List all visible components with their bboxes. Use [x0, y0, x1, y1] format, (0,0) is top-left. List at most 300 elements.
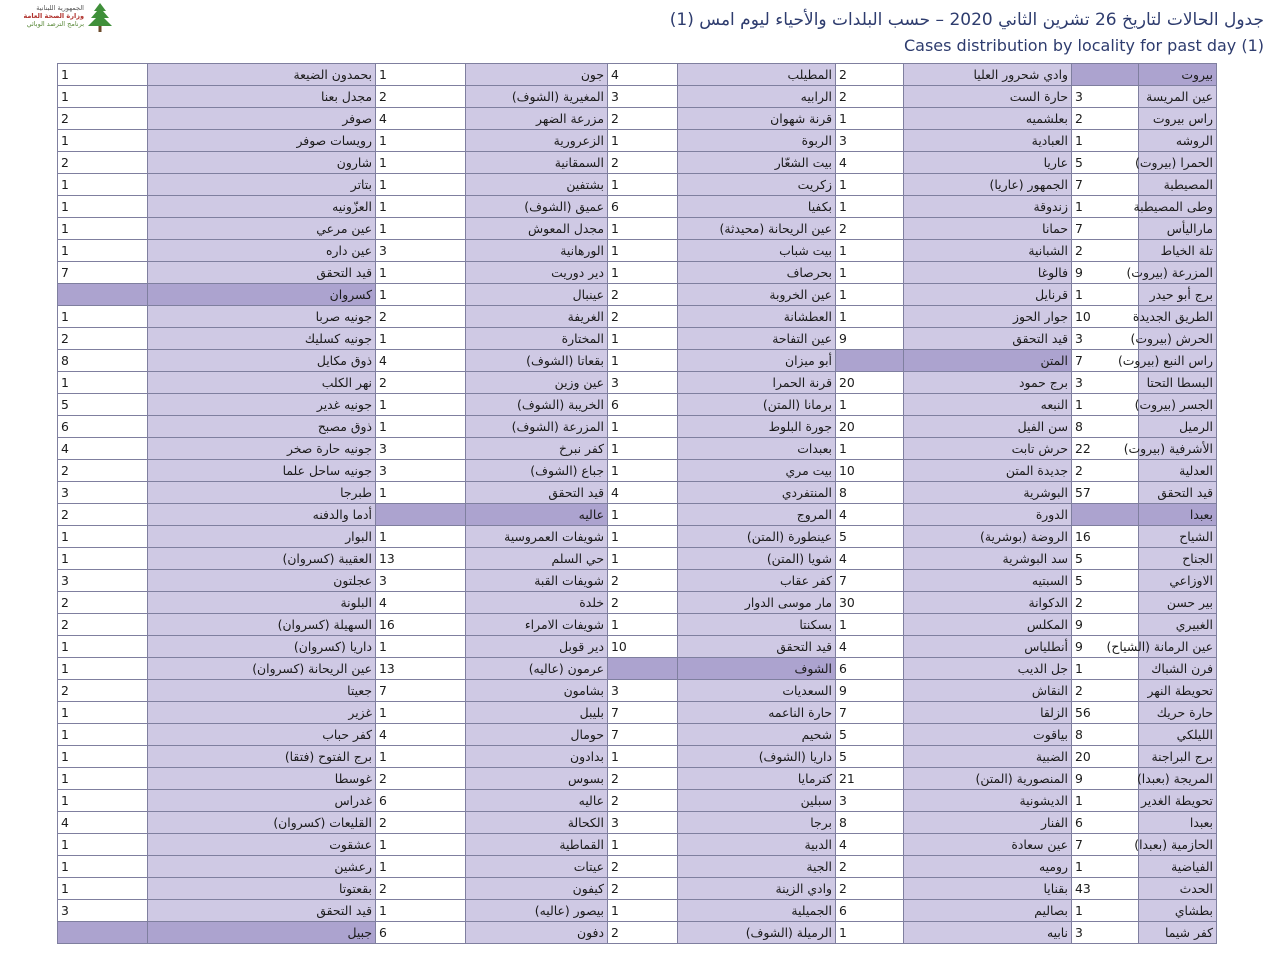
case-count: 2	[608, 570, 678, 592]
case-count: 1	[1072, 900, 1139, 922]
locality-name: حي السلم	[466, 548, 608, 570]
table-row	[58, 438, 1217, 460]
case-count: 1	[58, 746, 148, 768]
table-row	[58, 218, 1217, 240]
locality-name: قيد التحقق	[1139, 482, 1217, 504]
case-count: 1	[1072, 394, 1139, 416]
table-row	[58, 834, 1217, 856]
locality-name: الشياح	[1139, 526, 1217, 548]
locality-name: قرنة الحمرا	[678, 372, 836, 394]
case-count: 1	[1072, 658, 1139, 680]
locality-name: دير قوبل	[466, 636, 608, 658]
locality-name: روميه	[904, 856, 1072, 878]
locality-name: المروج	[678, 504, 836, 526]
case-count: 5	[1072, 548, 1139, 570]
locality-name: زندوقة	[904, 196, 1072, 218]
case-count: 1	[376, 482, 466, 504]
locality-name: الحدث	[1139, 878, 1217, 900]
case-count: 3	[58, 482, 148, 504]
case-count: 1	[376, 636, 466, 658]
cedar-tree-icon	[86, 2, 114, 34]
logo-line-1: الجمهورية اللبنانية	[36, 4, 84, 12]
locality-name: دير دوريت	[466, 262, 608, 284]
locality-name: تلة الخياط	[1139, 240, 1217, 262]
case-count: 2	[58, 680, 148, 702]
locality-name: الطريق الجديدة	[1139, 306, 1217, 328]
case-count: 6	[58, 416, 148, 438]
table-row	[58, 636, 1217, 658]
locality-name: جورة البلوط	[678, 416, 836, 438]
case-count: 7	[608, 702, 678, 724]
case-count: 9	[1072, 614, 1139, 636]
locality-name: الشبانية	[904, 240, 1072, 262]
case-count: 4	[58, 438, 148, 460]
locality-name: كفر عقاب	[678, 570, 836, 592]
locality-name: الجميلية	[678, 900, 836, 922]
locality-name: النبعه	[904, 394, 1072, 416]
locality-name: صوفر	[148, 108, 376, 130]
locality-name: النقاش	[904, 680, 1072, 702]
region-header-blank	[608, 658, 678, 680]
case-count: 2	[608, 790, 678, 812]
table-row	[58, 592, 1217, 614]
locality-name: بشتفين	[466, 174, 608, 196]
locality-name: بعبدا	[1139, 812, 1217, 834]
case-count: 2	[376, 878, 466, 900]
locality-name: جونيه حارة صخر	[148, 438, 376, 460]
case-count: 1	[58, 240, 148, 262]
case-count: 6	[608, 196, 678, 218]
locality-name: عاليه	[466, 790, 608, 812]
case-count: 1	[58, 306, 148, 328]
case-count: 1	[58, 64, 148, 86]
locality-name: الجية	[678, 856, 836, 878]
case-count: 16	[376, 614, 466, 636]
locality-name: الضبية	[904, 746, 1072, 768]
case-count: 7	[1072, 218, 1139, 240]
case-count: 3	[1072, 372, 1139, 394]
page-title-arabic: جدول الحالات لتاريخ 26 تشرين الثاني 2020 – حسب البلدات والأحياء ليوم امس (1)	[669, 10, 1264, 30]
case-count: 4	[376, 108, 466, 130]
locality-name: برج الفتوح (فتقا)	[148, 746, 376, 768]
locality-name: بعلشميه	[904, 108, 1072, 130]
locality-name: حرش تابت	[904, 438, 1072, 460]
locality-name: شويفات الامراء	[466, 614, 608, 636]
locality-name: حارة الناعمه	[678, 702, 836, 724]
case-count: 9	[836, 328, 904, 350]
locality-name: العبادية	[904, 130, 1072, 152]
locality-name: بير حسن	[1139, 592, 1217, 614]
case-count: 30	[836, 592, 904, 614]
case-count: 1	[58, 658, 148, 680]
locality-name: نهر الكلب	[148, 372, 376, 394]
case-count: 56	[1072, 702, 1139, 724]
table-row	[58, 526, 1217, 548]
locality-name: الربوة	[678, 130, 836, 152]
locality-name: بقنايا	[904, 878, 1072, 900]
locality-name: حارة الست	[904, 86, 1072, 108]
locality-name: المزرعة (الشوف)	[466, 416, 608, 438]
locality-name: جديدة المتن	[904, 460, 1072, 482]
case-count: 2	[608, 592, 678, 614]
case-count: 43	[1072, 878, 1139, 900]
case-count: 2	[836, 856, 904, 878]
locality-name: طبرجا	[148, 482, 376, 504]
table-row	[58, 482, 1217, 504]
locality-name: عين الريحانة (كسروان)	[148, 658, 376, 680]
case-count: 1	[608, 900, 678, 922]
case-count: 3	[376, 240, 466, 262]
case-count: 1	[608, 130, 678, 152]
case-count: 2	[1072, 680, 1139, 702]
table-row	[58, 372, 1217, 394]
locality-name: الورهانية	[466, 240, 608, 262]
locality-name: المكلس	[904, 614, 1072, 636]
locality-name: بكفيا	[678, 196, 836, 218]
case-count: 57	[1072, 482, 1139, 504]
locality-name: ماراليأس	[1139, 218, 1217, 240]
locality-name: سبلين	[678, 790, 836, 812]
table-row	[58, 878, 1217, 900]
locality-name: الاوزاعي	[1139, 570, 1217, 592]
locality-name: الكحالة	[466, 812, 608, 834]
locality-name: البوشرية	[904, 482, 1072, 504]
case-count: 7	[608, 724, 678, 746]
locality-name: الدبية	[678, 834, 836, 856]
case-count: 1	[58, 372, 148, 394]
locality-name: المنتفردي	[678, 482, 836, 504]
case-count: 3	[836, 790, 904, 812]
locality-name: خلدة	[466, 592, 608, 614]
locality-name: الزلقا	[904, 702, 1072, 724]
case-count: 2	[608, 108, 678, 130]
case-count: 7	[1072, 174, 1139, 196]
case-count: 1	[376, 328, 466, 350]
case-count: 7	[1072, 834, 1139, 856]
locality-name: فرن الشباك	[1139, 658, 1217, 680]
case-count: 1	[58, 636, 148, 658]
region-header-blank	[376, 504, 466, 526]
locality-name: مار موسى الدوار	[678, 592, 836, 614]
locality-name: حمانا	[904, 218, 1072, 240]
region-header: كسروان	[148, 284, 376, 306]
case-count: 9	[836, 680, 904, 702]
case-count: 10	[836, 460, 904, 482]
locality-name: عشقوت	[148, 834, 376, 856]
case-count: 3	[58, 570, 148, 592]
case-count: 1	[836, 438, 904, 460]
case-count: 1	[58, 218, 148, 240]
case-count: 1	[58, 526, 148, 548]
locality-name: راس بيروت	[1139, 108, 1217, 130]
locality-name: عرمون (عاليه)	[466, 658, 608, 680]
locality-name: زكريت	[678, 174, 836, 196]
case-count: 5	[58, 394, 148, 416]
locality-name: بسكنتا	[678, 614, 836, 636]
locality-name: الفياضية	[1139, 856, 1217, 878]
table-row	[58, 152, 1217, 174]
locality-name: بسوس	[466, 768, 608, 790]
case-count: 8	[1072, 724, 1139, 746]
locality-name: قيد التحقق	[904, 328, 1072, 350]
locality-name: الغريفة	[466, 306, 608, 328]
case-count: 7	[376, 680, 466, 702]
case-count: 3	[376, 460, 466, 482]
region-header: جبيل	[148, 922, 376, 944]
table-row	[58, 416, 1217, 438]
region-header: بيروت	[1139, 64, 1217, 86]
table-row	[58, 460, 1217, 482]
table-row	[58, 768, 1217, 790]
case-count: 4	[376, 592, 466, 614]
table-row	[58, 350, 1217, 372]
case-count: 1	[376, 416, 466, 438]
locality-name: شويا (المتن)	[678, 548, 836, 570]
locality-name: قيد التحقق	[466, 482, 608, 504]
region-header-blank	[1072, 504, 1139, 526]
case-count: 4	[836, 548, 904, 570]
locality-name: سد البوشرية	[904, 548, 1072, 570]
case-count: 1	[836, 394, 904, 416]
cases-table	[57, 63, 1217, 944]
case-count: 2	[608, 152, 678, 174]
locality-name: رويسات صوفر	[148, 130, 376, 152]
case-count: 9	[1072, 768, 1139, 790]
case-count: 5	[1072, 570, 1139, 592]
locality-name: المغيرية (الشوف)	[466, 86, 608, 108]
locality-name: المختارة	[466, 328, 608, 350]
locality-name: غوسطا	[148, 768, 376, 790]
case-count: 2	[608, 856, 678, 878]
locality-name: عجلتون	[148, 570, 376, 592]
locality-name: بحرصاف	[678, 262, 836, 284]
case-count: 10	[608, 636, 678, 658]
case-count: 13	[376, 658, 466, 680]
region-header: بعبدا	[1139, 504, 1217, 526]
locality-name: حارة حريك	[1139, 702, 1217, 724]
case-count: 1	[376, 900, 466, 922]
case-count: 3	[836, 130, 904, 152]
table-row	[58, 658, 1217, 680]
locality-name: داريا (كسروان)	[148, 636, 376, 658]
case-count: 2	[1072, 592, 1139, 614]
case-count: 2	[608, 768, 678, 790]
locality-name: الأشرفية (بيروت)	[1139, 438, 1217, 460]
locality-name: عيتات	[466, 856, 608, 878]
locality-name: الجناح	[1139, 548, 1217, 570]
case-count: 1	[836, 614, 904, 636]
case-count: 2	[376, 768, 466, 790]
case-count: 1	[836, 262, 904, 284]
case-count: 22	[1072, 438, 1139, 460]
case-count: 1	[1072, 196, 1139, 218]
case-count: 4	[836, 504, 904, 526]
case-count: 1	[376, 196, 466, 218]
case-count: 1	[58, 196, 148, 218]
case-count: 1	[376, 746, 466, 768]
case-count: 1	[58, 768, 148, 790]
locality-name: كفر حباب	[148, 724, 376, 746]
case-count: 2	[836, 218, 904, 240]
case-count: 1	[58, 702, 148, 724]
locality-name: داريا (الشوف)	[678, 746, 836, 768]
locality-name: العزّونيه	[148, 196, 376, 218]
case-count: 1	[608, 174, 678, 196]
table-row	[58, 548, 1217, 570]
locality-name: بقعاتا (الشوف)	[466, 350, 608, 372]
locality-name: شويفات القبة	[466, 570, 608, 592]
table-row	[58, 746, 1217, 768]
locality-name: حومال	[466, 724, 608, 746]
case-count: 1	[836, 284, 904, 306]
table-row	[58, 900, 1217, 922]
case-count: 5	[836, 724, 904, 746]
locality-name: شويفات العمروسية	[466, 526, 608, 548]
case-count: 8	[836, 482, 904, 504]
case-count: 2	[836, 64, 904, 86]
case-count: 2	[58, 328, 148, 350]
locality-name: عينبال	[466, 284, 608, 306]
case-count: 1	[376, 152, 466, 174]
case-count: 9	[1072, 636, 1139, 658]
region-header-blank	[1072, 64, 1139, 86]
locality-name: قرنة شهوان	[678, 108, 836, 130]
locality-name: البوار	[148, 526, 376, 548]
case-count: 4	[836, 152, 904, 174]
case-count: 2	[376, 812, 466, 834]
case-count: 2	[608, 306, 678, 328]
locality-name: كفر شيما	[1139, 922, 1217, 944]
locality-name: بيت مري	[678, 460, 836, 482]
logo-line-2: وزارة الصحة العامة	[23, 12, 84, 20]
case-count: 1	[1072, 856, 1139, 878]
table-row	[58, 64, 1217, 86]
case-count: 1	[58, 130, 148, 152]
locality-name: القماطية	[466, 834, 608, 856]
table-row	[58, 174, 1217, 196]
case-count: 1	[376, 130, 466, 152]
locality-name: العقيبة (كسروان)	[148, 548, 376, 570]
case-count: 3	[58, 900, 148, 922]
locality-name: المطيلب	[678, 64, 836, 86]
locality-name: بياقوت	[904, 724, 1072, 746]
locality-name: بليبل	[466, 702, 608, 724]
table-row	[58, 724, 1217, 746]
case-count: 1	[58, 86, 148, 108]
region-header-blank	[58, 922, 148, 944]
locality-name: قيد التحقق	[148, 262, 376, 284]
case-count: 20	[836, 416, 904, 438]
case-count: 3	[1072, 922, 1139, 944]
case-count: 2	[836, 86, 904, 108]
case-count: 1	[1072, 130, 1139, 152]
case-count: 1	[1072, 790, 1139, 812]
case-count: 2	[58, 460, 148, 482]
locality-name: عين وزين	[466, 372, 608, 394]
locality-name: أدما والدفنه	[148, 504, 376, 526]
locality-name: وادي شحرور العليا	[904, 64, 1072, 86]
locality-name: شحيم	[678, 724, 836, 746]
logo-line-3: برنامج الترصد الوبائي	[26, 20, 84, 28]
table-row	[58, 394, 1217, 416]
case-count: 3	[376, 438, 466, 460]
locality-name: ذوق مكايل	[148, 350, 376, 372]
locality-name: جباع (الشوف)	[466, 460, 608, 482]
locality-name: السهيلة (كسروان)	[148, 614, 376, 636]
locality-name: ذوق مصبح	[148, 416, 376, 438]
page-title-english: Cases distribution by locality for past day (1)	[903, 36, 1264, 55]
locality-name: بصاليم	[904, 900, 1072, 922]
locality-name: العدلية	[1139, 460, 1217, 482]
case-count: 3	[608, 680, 678, 702]
case-count: 1	[608, 218, 678, 240]
locality-name: عين داره	[148, 240, 376, 262]
table-row	[58, 196, 1217, 218]
case-count: 3	[608, 372, 678, 394]
locality-name: نابيه	[904, 922, 1072, 944]
locality-name: الفنار	[904, 812, 1072, 834]
locality-name: بقعتوتا	[148, 878, 376, 900]
locality-name: عين الرمانة (الشياح)	[1139, 636, 1217, 658]
locality-name: مجدل بعنا	[148, 86, 376, 108]
case-count: 1	[608, 328, 678, 350]
table-row	[58, 570, 1217, 592]
case-count: 1	[58, 174, 148, 196]
case-count: 4	[836, 834, 904, 856]
case-count: 1	[608, 262, 678, 284]
locality-name: المزرعة (بيروت)	[1139, 262, 1217, 284]
case-count: 20	[1072, 746, 1139, 768]
case-count: 1	[58, 548, 148, 570]
region-header-blank	[836, 350, 904, 372]
locality-name: بعبدات	[678, 438, 836, 460]
case-count: 1	[376, 284, 466, 306]
locality-name: المصيطبة	[1139, 174, 1217, 196]
locality-name: شارون	[148, 152, 376, 174]
case-count: 4	[58, 812, 148, 834]
case-count: 1	[608, 614, 678, 636]
locality-name: أبو ميزان	[678, 350, 836, 372]
locality-name: غزير	[148, 702, 376, 724]
locality-name: الروشه	[1139, 130, 1217, 152]
logo-text	[4, 4, 84, 28]
case-count: 9	[1072, 262, 1139, 284]
locality-name: جعيتا	[148, 680, 376, 702]
locality-name: البسطا التحتا	[1139, 372, 1217, 394]
case-count: 7	[836, 570, 904, 592]
case-count: 7	[836, 702, 904, 724]
case-count: 6	[1072, 812, 1139, 834]
table-row	[58, 922, 1217, 944]
locality-name: المريجة (بعبدا)	[1139, 768, 1217, 790]
locality-name: عميق (الشوف)	[466, 196, 608, 218]
case-count: 1	[376, 856, 466, 878]
locality-name: بتاتر	[148, 174, 376, 196]
table-row	[58, 680, 1217, 702]
case-count: 6	[376, 790, 466, 812]
case-count: 7	[1072, 350, 1139, 372]
locality-name: قرنايل	[904, 284, 1072, 306]
locality-name: الحرش (بيروت)	[1139, 328, 1217, 350]
locality-name: مجدل المعوش	[466, 218, 608, 240]
case-count: 6	[608, 394, 678, 416]
case-count: 1	[376, 834, 466, 856]
locality-name: عين مرعي	[148, 218, 376, 240]
region-header: المتن	[904, 350, 1072, 372]
locality-name: جل الديب	[904, 658, 1072, 680]
case-count: 2	[608, 878, 678, 900]
locality-name: بدادون	[466, 746, 608, 768]
